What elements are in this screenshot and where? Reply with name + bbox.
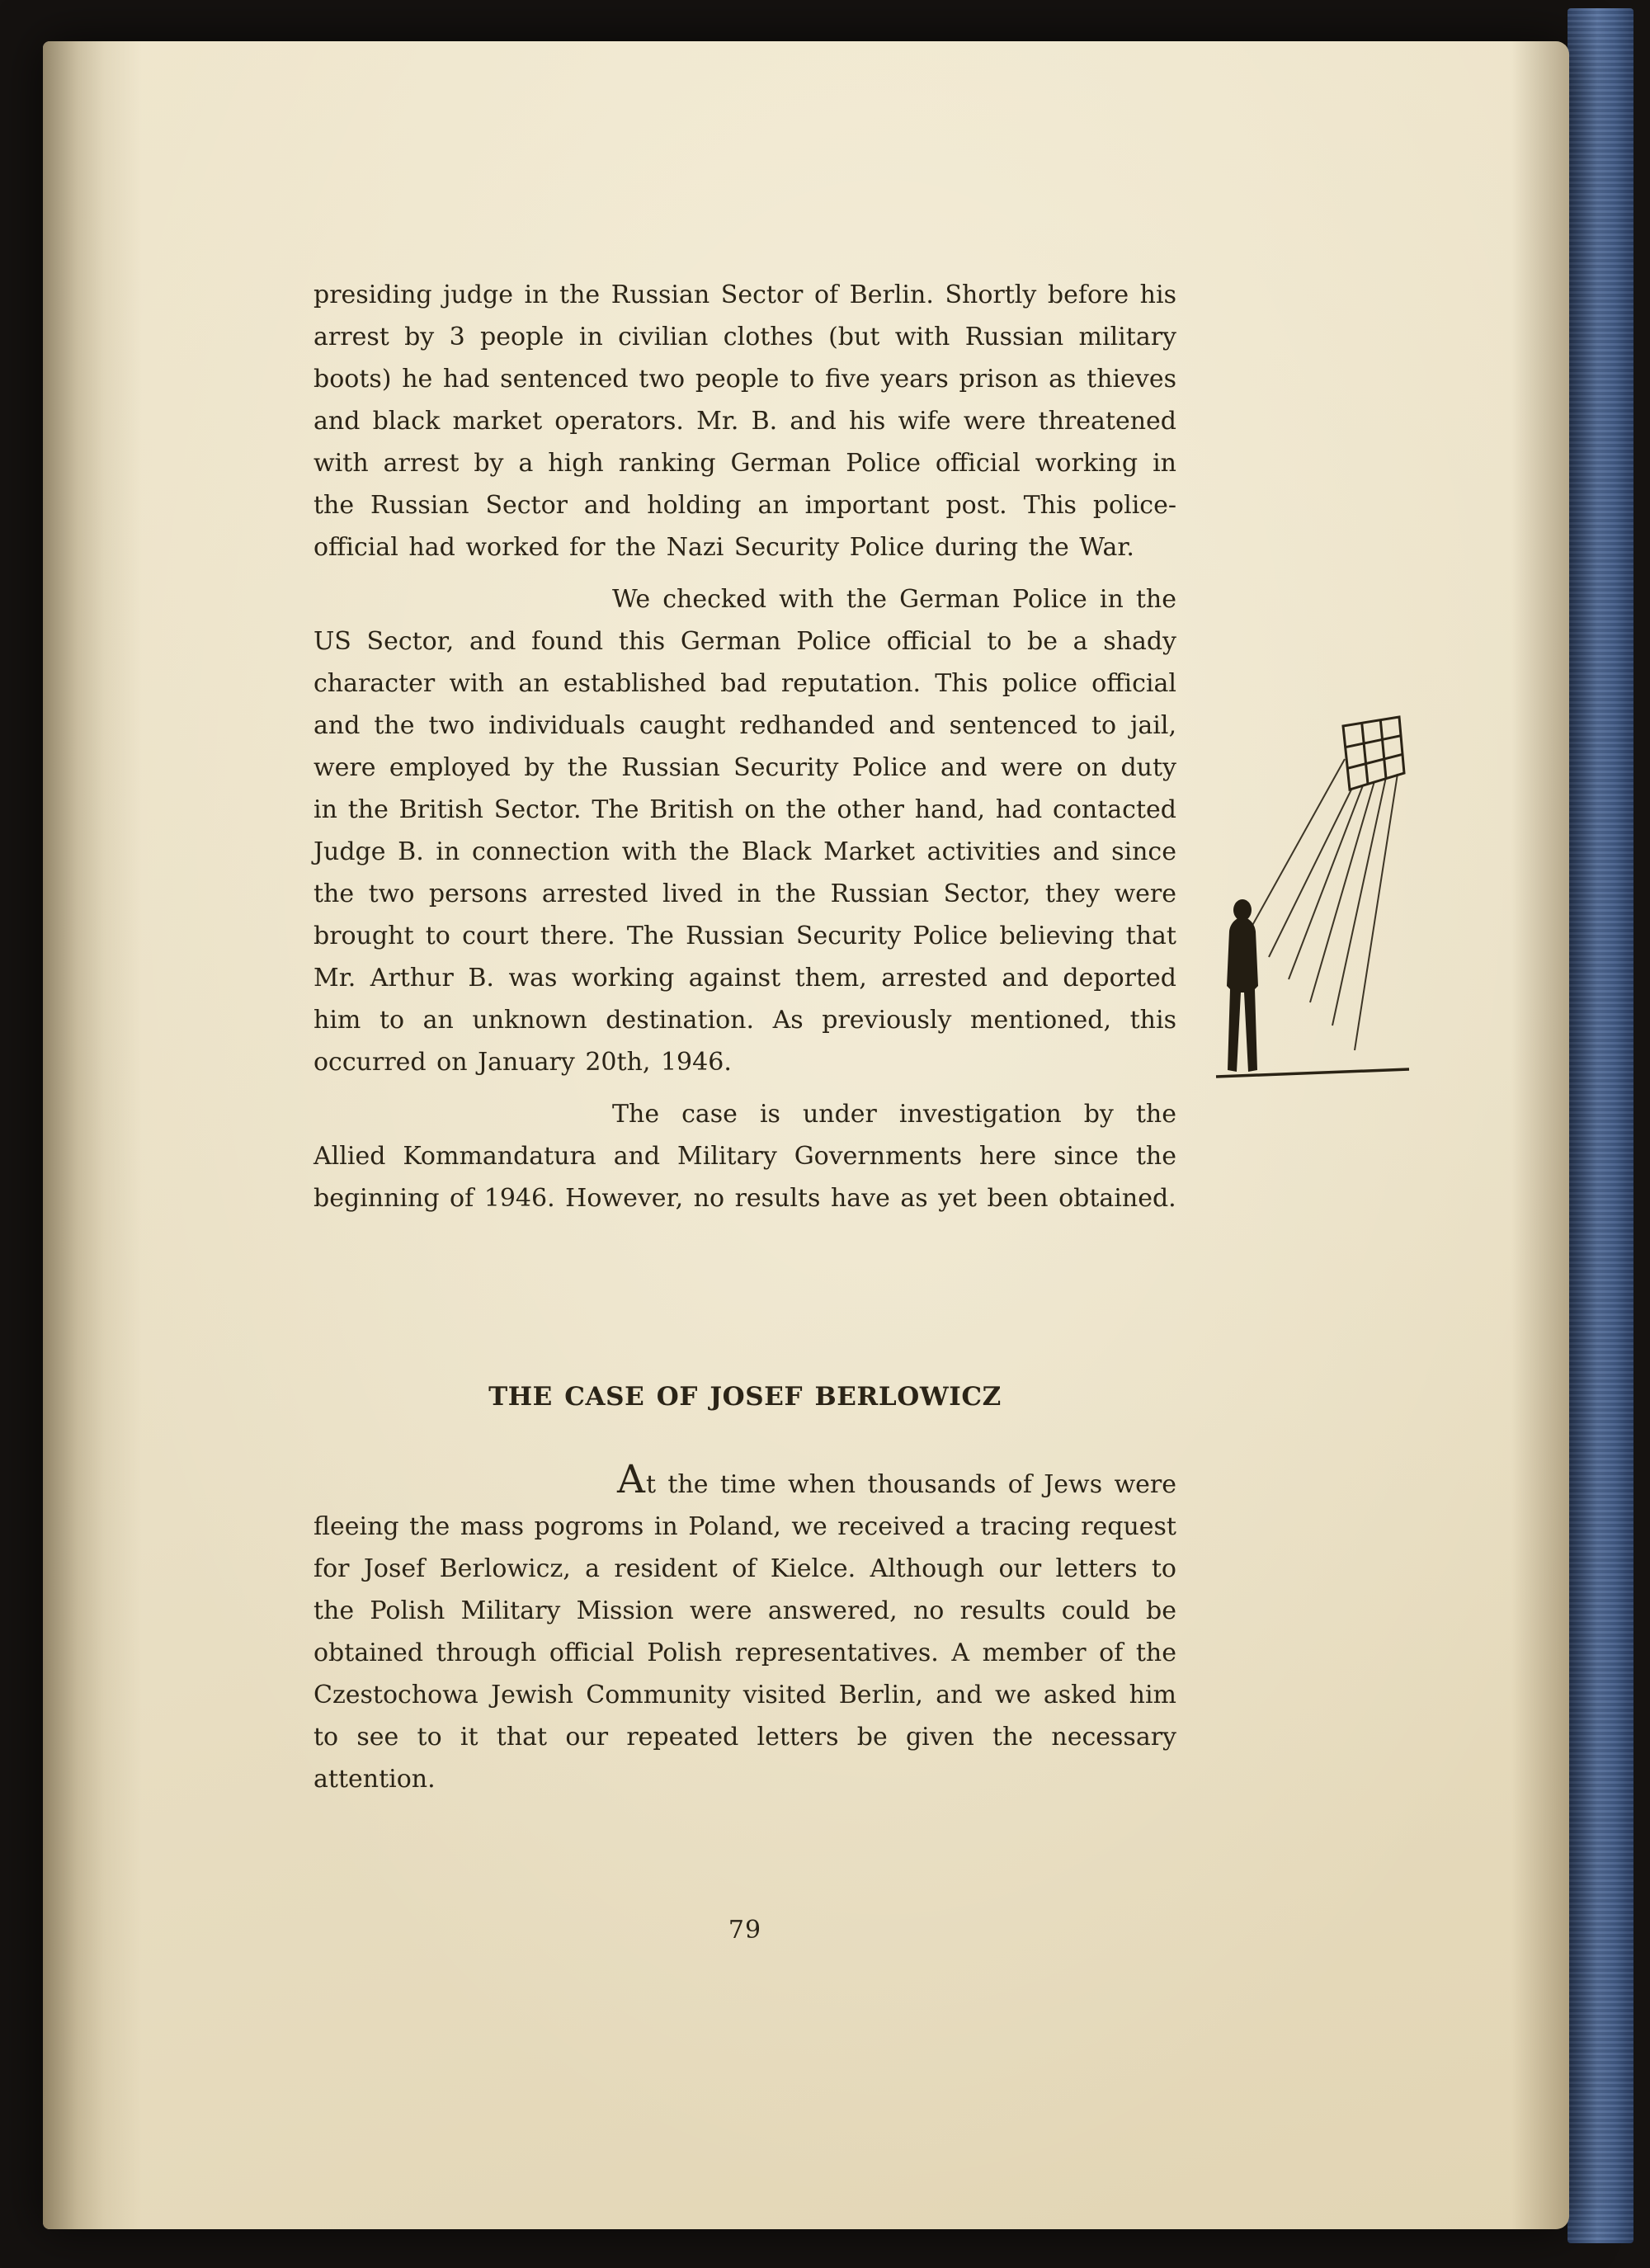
page-text-column — [314, 274, 1176, 1951]
paragraph-case-investigation: The case is under investigation by the Allied Kommandatura and Military Governments here since the beginning of 1946. However, no results have as yet been obtained. — [314, 1100, 1176, 1213]
book-page — [43, 41, 1569, 2229]
paragraph-berlowicz — [314, 1457, 1176, 1800]
book-binding — [1568, 8, 1634, 2243]
paragraph-continuation: presiding judge in the Russian Sector of Berlin. Shortly before his arrest by 3 people in civilian clothes (but with Russian military boots) he had sentenced two people to five years prison as thieves and black market operators. Mr. B. and his wife were threatened with arrest by a high ranking German Police official working in the Russian Sector and holding an important post. This police-official had worked for the Nazi Security Police during the War. — [314, 281, 1176, 562]
drop-cap-initial: A — [617, 1457, 646, 1502]
paragraph-we-checked: We checked with the German Police in the US Sector, and found this German Police official to be a shady character with an established bad reputation. This police official and the two individuals caught redhanded and sentenced to jail, were employed by the Russian Security Police and were on duty in the British Sector. The British on the other hand, had contacted Judge B. in connection with the Black Market activities and since the two persons arrested lived in the Russian Sector, they were brought to court there. The Russian Security Police believing that Mr. Arthur B. was working against them, arrested and deported him to an unknown destination. As previously mentioned, this occurred on January 20th, 1946. — [314, 585, 1176, 1077]
ground-line — [1216, 1069, 1409, 1077]
light-rays — [1250, 759, 1398, 1050]
section-heading: THE CASE OF JOSEF BERLOWICZ — [488, 1382, 1002, 1412]
paragraph-berlowicz-text: t the time when thousands of Jews were fleeing the mass pogroms in Poland, we received a tracing request for Josef Berlowicz, a resident of Kielce. Although our letters to the Polish Military Mission were answered, no results could be obtained through official Polish representatives. A member of the Czestochowa Jewish Community visited Berlin, and we asked him to see to it that our repeated letters be given the necessary attention. — [314, 1470, 1176, 1794]
page-number: 79 — [728, 1916, 762, 1945]
prison-window-illustration — [1213, 710, 1411, 1089]
figure-silhouette — [1227, 899, 1258, 1072]
window-grid — [1343, 717, 1404, 790]
